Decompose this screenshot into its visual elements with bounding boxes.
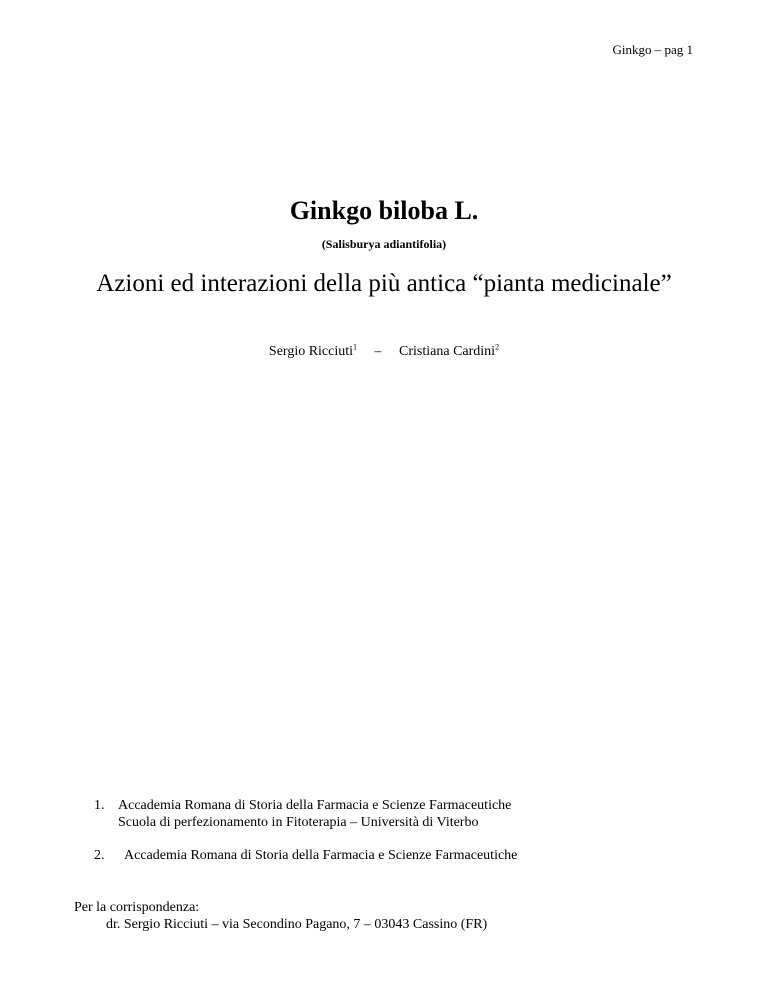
correspondence-block — [74, 899, 487, 933]
author-line — [0, 344, 768, 360]
page-header: Ginkgo – pag 1 — [612, 42, 693, 57]
document-subtitle: Azioni ed interazioni della più antica “pianta medicinale” — [96, 270, 672, 297]
affiliation-line: Accademia Romana di Storia della Farmacia e Scienze Farmaceutiche — [124, 848, 518, 863]
document-title: Ginkgo biloba L. — [289, 196, 479, 225]
author-name: Cristiana Cardini — [399, 344, 496, 359]
affiliations-list — [94, 797, 517, 864]
affiliation-item — [94, 847, 517, 864]
affiliation-item — [94, 797, 517, 831]
correspondence-label: Per la corrispondenza: — [74, 900, 200, 915]
author-ref: 2 — [495, 342, 500, 352]
affiliation-number: 1. — [94, 798, 105, 813]
affiliation-line: Accademia Romana di Storia della Farmacia e Scienze Farmaceutiche — [118, 798, 512, 813]
affiliation-line: Scuola di perfezionamento in Fitoterapia – Università di Viterbo — [118, 815, 479, 830]
affiliation-number: 2. — [94, 848, 105, 863]
correspondence-contact: dr. Sergio Ricciuti – via Secondino Pagano, 7 – 03043 Cassino (FR) — [106, 917, 488, 932]
author-ref: 1 — [353, 342, 358, 352]
botanical-synonym: (Salisburya adiantifolia) — [321, 237, 447, 251]
author-separator: – — [374, 344, 382, 359]
author-name: Sergio Ricciuti — [268, 344, 354, 359]
